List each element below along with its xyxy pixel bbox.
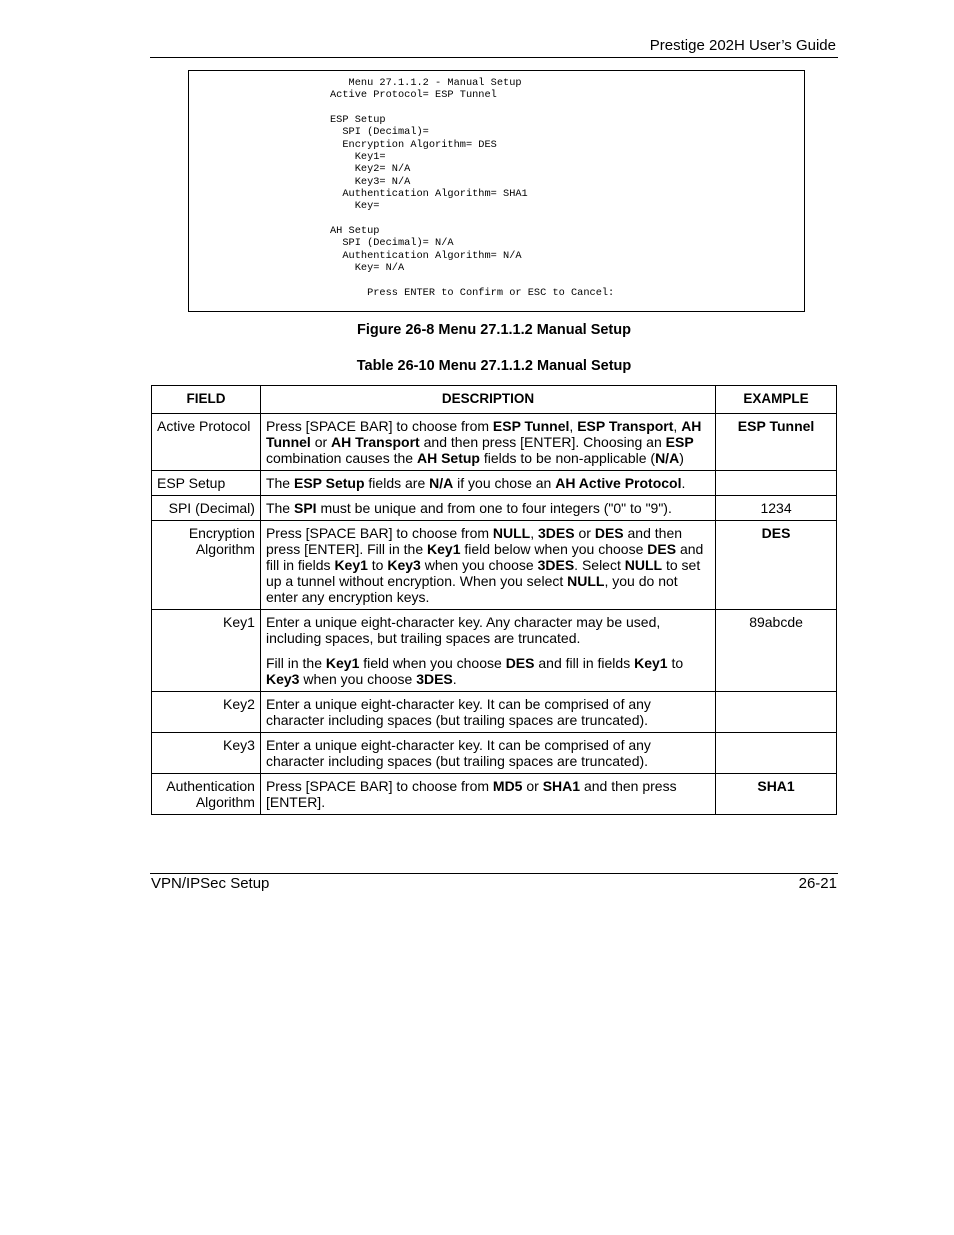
- example-cell: DES: [716, 521, 837, 610]
- bold-term: N/A: [655, 450, 680, 466]
- table-header-row: [152, 386, 837, 414]
- bold-term: Key3: [387, 557, 421, 573]
- table-row: [152, 471, 837, 496]
- table-row: [152, 414, 837, 471]
- menu-screen-text: Menu 27.1.1.2 - Manual Setup Active Protocol= ESP Tunnel ESP Setup SPI (Decimal)= Encryption Algorithm= DES Key1= Key2= N/A Key3= N/A Authentication Algorithm= SHA1 Key= AH Setup SPI (Decimal)= N/A Authentication Algorithm= N/A Key= N/A Press ENTER to Confirm or ESC to Cancel:: [330, 77, 615, 299]
- field-cell: Encryption Algorithm: [152, 521, 261, 610]
- bold-term: Key1: [334, 557, 368, 573]
- text-run: . Select: [574, 557, 625, 573]
- example-cell: [716, 471, 837, 496]
- bold-term: 3DES: [537, 557, 575, 573]
- example-cell: 1234: [716, 496, 837, 521]
- text-run: and fill in fields: [534, 655, 635, 671]
- bold-term: 3DES: [538, 525, 575, 541]
- text-run: combination causes the: [265, 450, 417, 466]
- bold-term: ESP Setup: [293, 475, 365, 491]
- example-cell: SHA1: [716, 774, 837, 815]
- text-run: and fill in fields: [265, 541, 704, 573]
- text-run: and then press [ENTER].: [265, 778, 677, 810]
- footer-rule: [150, 873, 838, 874]
- description-paragraph: [266, 500, 710, 516]
- bold-term: AH Tunnel: [265, 418, 702, 450]
- bold-term: Key1: [427, 541, 461, 557]
- table-caption: Table 26-10 Menu 27.1.1.2 Manual Setup: [356, 358, 632, 374]
- text-run: ,: [673, 418, 682, 434]
- bold-term: 3DES: [416, 671, 453, 687]
- text-run: Fill in the: [265, 655, 326, 671]
- bold-term: Key1: [325, 655, 360, 671]
- text-run: ,: [569, 418, 578, 434]
- field-cell: ESP Setup: [152, 471, 261, 496]
- description-cell: [260, 496, 715, 521]
- table-row: [152, 521, 837, 610]
- text-run: field when you choose: [359, 655, 506, 671]
- bold-term: NULL: [624, 557, 663, 573]
- text-run: ,: [530, 525, 539, 541]
- bold-term: DES: [594, 525, 624, 541]
- bold-term: NULL: [567, 573, 605, 589]
- text-run: ): [679, 450, 684, 466]
- description-cell: [260, 774, 715, 815]
- field-cell: Authentication Algorithm: [152, 774, 261, 815]
- page-number: 26-21: [798, 875, 837, 892]
- field-cell: Active Protocol: [152, 414, 261, 471]
- text-run: The: [265, 475, 294, 491]
- bold-term: ESP Tunnel: [492, 418, 570, 434]
- description-paragraph: [266, 655, 710, 687]
- bold-term: ESP Transport: [577, 418, 674, 434]
- description-cell: [260, 692, 715, 733]
- column-header-description: DESCRIPTION: [260, 386, 715, 414]
- table-row: [152, 610, 837, 692]
- text-run: to: [367, 557, 388, 573]
- figure-caption: Figure 26-8 Menu 27.1.1.2 Manual Setup: [357, 322, 631, 338]
- text-run: .: [452, 671, 457, 687]
- bold-term: N/A: [429, 475, 454, 491]
- description-cell: [260, 471, 715, 496]
- description-paragraph: [266, 418, 710, 466]
- text-run: to: [667, 655, 684, 671]
- text-run: Press [SPACE BAR] to choose from: [265, 525, 493, 541]
- manual-setup-table: [151, 385, 837, 815]
- bold-term: NULL: [492, 525, 531, 541]
- text-run: to set up a tunnel without encryption. When you select: [265, 557, 701, 589]
- footer-section-title: VPN/IPSec Setup: [151, 875, 270, 892]
- description-cell: [260, 521, 715, 610]
- description-cell: [260, 610, 715, 692]
- description-paragraph: [266, 737, 710, 769]
- bold-term: DES: [647, 541, 677, 557]
- bold-term: SPI: [293, 500, 317, 516]
- field-cell: Key1: [152, 610, 261, 692]
- field-cell: SPI (Decimal): [152, 496, 261, 521]
- text-run: when you choose: [420, 557, 538, 573]
- table-row: [152, 692, 837, 733]
- example-cell: [716, 733, 837, 774]
- text-run: The: [265, 500, 294, 516]
- text-run: field below when you choose: [460, 541, 648, 557]
- page-header-title: Prestige 202H User’s Guide: [649, 37, 836, 54]
- description-paragraph: [266, 778, 710, 810]
- bold-term: AH Setup: [416, 450, 480, 466]
- table-row: [152, 733, 837, 774]
- bold-term: ESP: [665, 434, 694, 450]
- example-cell: ESP Tunnel: [716, 414, 837, 471]
- text-run: fields to be non-applicable (: [479, 450, 656, 466]
- text-run: Enter a unique eight-character key. It can be comprised of any character including spaces (but trailing spaces are truncated).: [265, 737, 651, 769]
- example-cell: 89abcde: [716, 610, 837, 692]
- bold-term: AH Active Protocol: [555, 475, 682, 491]
- table-row: [152, 774, 837, 815]
- text-run: Enter a unique eight-character key. It can be comprised of any character including spaces (but trailing spaces are truncated).: [265, 696, 651, 728]
- table-row: [152, 496, 837, 521]
- column-header-field: FIELD: [152, 386, 261, 414]
- bold-term: SHA1: [542, 778, 581, 794]
- text-run: or: [574, 525, 595, 541]
- text-run: fields are: [364, 475, 430, 491]
- bold-term: AH Transport: [331, 434, 420, 450]
- bold-term: Key3: [265, 671, 300, 687]
- header-rule: [150, 57, 838, 58]
- text-run: Press [SPACE BAR] to choose from: [265, 418, 493, 434]
- text-run: must be unique and from one to four integers ("0" to "9").: [316, 500, 672, 516]
- text-run: and then press [ENTER]. Fill in the: [265, 525, 683, 557]
- column-header-example: EXAMPLE: [716, 386, 837, 414]
- bold-term: Key1: [634, 655, 668, 671]
- example-cell: [716, 692, 837, 733]
- bold-term: DES: [505, 655, 535, 671]
- field-cell: Key3: [152, 733, 261, 774]
- description-paragraph: [266, 614, 710, 646]
- description-paragraph: [266, 475, 710, 491]
- text-run: or: [522, 778, 543, 794]
- text-run: Enter a unique eight-character key. Any character may be used, including spaces, but trailing spaces are truncated.: [265, 614, 661, 646]
- description-cell: [260, 733, 715, 774]
- description-paragraph: [266, 525, 710, 605]
- text-run: Press [SPACE BAR] to choose from: [265, 778, 493, 794]
- bold-term: MD5: [492, 778, 523, 794]
- text-run: when you choose: [299, 671, 417, 687]
- text-run: , you do not enter any encryption keys.: [265, 573, 678, 605]
- description-cell: [260, 414, 715, 471]
- description-paragraph: [266, 696, 710, 728]
- field-cell: Key2: [152, 692, 261, 733]
- text-run: and then press [ENTER]. Choosing an: [419, 434, 666, 450]
- text-run: if you chose an: [453, 475, 556, 491]
- text-run: .: [681, 475, 686, 491]
- text-run: or: [310, 434, 332, 450]
